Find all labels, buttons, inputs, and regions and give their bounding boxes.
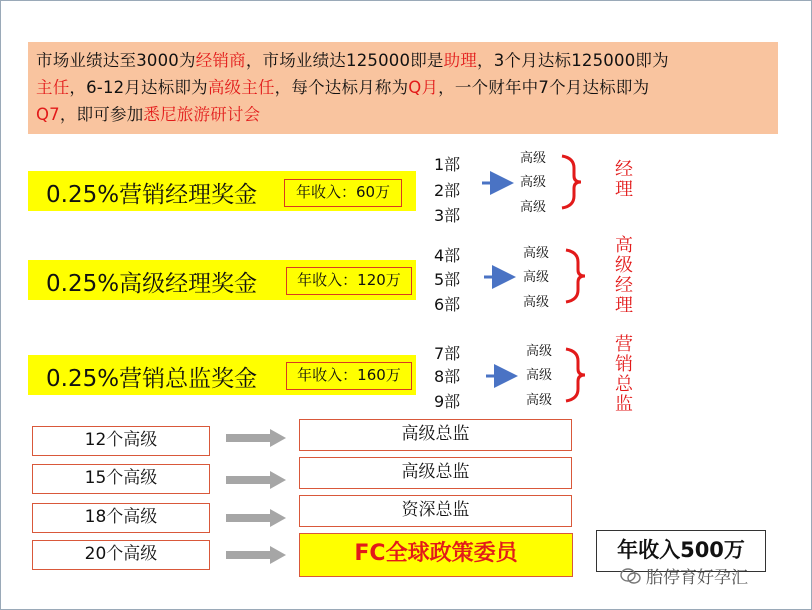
gray-arrow xyxy=(226,471,286,489)
ladder-left-box: 15个高级 xyxy=(32,464,210,494)
dept-label: 5部 xyxy=(434,270,461,289)
ladder-left-box: 12个高级 xyxy=(32,426,210,456)
gaoji-label: 高级 xyxy=(520,200,547,215)
gaoji-label: 高级 xyxy=(526,393,553,408)
gaoji-label: 高级 xyxy=(526,368,553,383)
role-char: 理 xyxy=(615,179,633,200)
dept-label: 2部 xyxy=(434,181,461,200)
dept-label: 1部 xyxy=(434,155,461,174)
gray-arrow xyxy=(226,429,286,447)
ladder-right-box: 资深总监 xyxy=(299,495,572,527)
gaoji-label: 高级 xyxy=(523,246,550,261)
bonus-label: 0.25%营销经理奖金 xyxy=(46,182,258,208)
income-box-senior-manager: 年收入：120万 xyxy=(286,267,412,295)
intro-text: ，6-12月达标即为 xyxy=(69,78,208,97)
role-char: 营 xyxy=(615,334,633,355)
ladder-left-box: 18个高级 xyxy=(32,503,210,533)
gaoji-label: 高级 xyxy=(520,151,547,166)
intro-text: ，即可参加 xyxy=(59,105,144,124)
role-char: 监 xyxy=(615,394,633,415)
intro-text: 市场业绩达至3000为 xyxy=(36,51,196,70)
role-char: 高 xyxy=(615,235,633,256)
dept-label: 8部 xyxy=(434,367,461,386)
intro-highlight: 主任 xyxy=(36,78,70,97)
role-char: 理 xyxy=(615,295,633,316)
intro-highlight: 助理 xyxy=(443,51,478,70)
watermark-text: 胎停育好孕汇 xyxy=(646,568,748,588)
ladder-right-box: 高级总监 xyxy=(299,457,572,489)
intro-highlight: Q月 xyxy=(408,78,439,97)
gray-arrow xyxy=(226,509,286,527)
role-char: 销 xyxy=(615,354,633,375)
role-char: 级 xyxy=(615,255,633,276)
intro-highlight: Q7 xyxy=(36,105,60,124)
annual-income-box: 年收入500万 xyxy=(596,530,766,572)
intro-text: ，一个财年中7个月达标即为 xyxy=(438,78,650,97)
intro-highlight: 经销商 xyxy=(195,51,246,70)
dept-label: 3部 xyxy=(434,206,461,225)
gaoji-label: 高级 xyxy=(523,270,550,285)
intro-text: ，每个达标月称为 xyxy=(274,78,409,97)
gaoji-label: 高级 xyxy=(526,344,553,359)
intro-highlight: 悉尼旅游研讨会 xyxy=(143,105,261,124)
income-box-director: 年收入：160万 xyxy=(286,362,412,390)
intro-text: ，3个月达标125000即为 xyxy=(477,51,669,70)
dept-label: 7部 xyxy=(434,344,461,363)
role-char: 经 xyxy=(615,159,633,180)
role-char: 经 xyxy=(615,275,633,296)
gray-arrow xyxy=(226,546,286,564)
ladder-right-box: 高级总监 xyxy=(299,419,572,451)
bonus-label: 0.25%高级经理奖金 xyxy=(46,271,258,297)
gaoji-label: 高级 xyxy=(523,295,550,310)
red-brace xyxy=(566,250,585,302)
red-brace xyxy=(566,349,585,401)
bonus-label: 0.25%营销总监奖金 xyxy=(46,366,258,392)
ladder-final-box: FC全球政策委员 xyxy=(299,533,573,577)
wechat-icon xyxy=(620,567,642,585)
intro-highlight: 高级主任 xyxy=(207,78,275,97)
dept-label: 9部 xyxy=(434,392,461,411)
role-char: 总 xyxy=(615,374,633,395)
income-box-manager: 年收入：60万 xyxy=(284,179,402,207)
gaoji-label: 高级 xyxy=(520,175,547,190)
dept-label: 6部 xyxy=(434,295,461,314)
intro-text: ，市场业绩达125000即是 xyxy=(245,51,444,70)
red-brace xyxy=(562,156,581,208)
watermark xyxy=(620,563,748,588)
dept-label: 4部 xyxy=(434,246,461,265)
ladder-left-box: 20个高级 xyxy=(32,540,210,570)
